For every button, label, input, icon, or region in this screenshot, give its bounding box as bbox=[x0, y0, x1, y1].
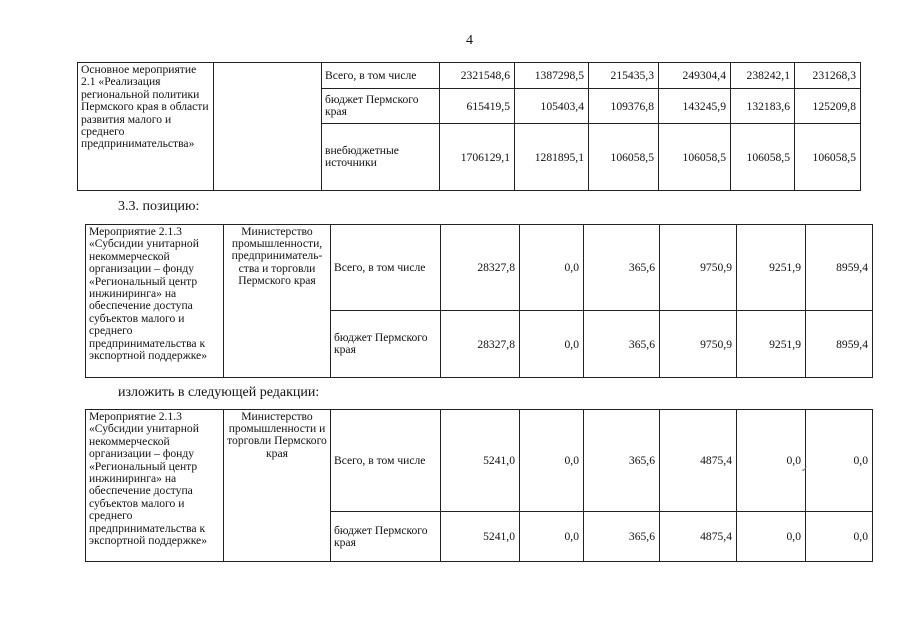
value-cell: 109376,8 bbox=[589, 89, 659, 124]
value-cell: 106058,5 bbox=[659, 124, 731, 191]
value-cell: 105403,4 bbox=[515, 89, 589, 124]
value-cell: 365,6 bbox=[584, 512, 660, 562]
value-cell: 1281895,1 bbox=[515, 124, 589, 191]
funding-source-cell: Всего, в том числе bbox=[322, 63, 440, 89]
value-cell: 125209,8 bbox=[795, 89, 861, 124]
value-cell: 106058,5 bbox=[795, 124, 861, 191]
executor-cell: Министерство промышленности и торговли Пермского края bbox=[224, 410, 331, 562]
value-cell: 8959,4 bbox=[806, 225, 873, 311]
value-cell: 9251,9 bbox=[737, 311, 806, 378]
value-cell: 0,0 bbox=[737, 512, 806, 562]
executor-cell bbox=[214, 63, 322, 191]
program-table-old-position bbox=[85, 224, 873, 378]
value-cell: 106058,5 bbox=[731, 124, 795, 191]
value-cell: 0,0 bbox=[806, 512, 873, 562]
funding-source-cell: бюджет Пермского края bbox=[331, 311, 441, 378]
value-cell: 365,6 bbox=[584, 225, 660, 311]
value-cell: 9750,9 bbox=[660, 225, 737, 311]
activity-name-cell: Мероприятие 2.1.3 «Субсидии унитарной некоммерческой организации – фонду «Региональный центр инжиниринга» на обеспечение доступа субъектов малого и среднего предпринимательства к экспортной поддержке» bbox=[86, 410, 224, 562]
funding-source-cell: внебюджетные источники bbox=[322, 124, 440, 191]
activity-name-cell: Основное мероприятие 2.1 «Реализация региональной политики Пермского края в области развития малого и среднего предпринимательства» bbox=[78, 63, 214, 191]
value-cell: 28327,8 bbox=[441, 225, 520, 311]
funding-source-cell: бюджет Пермского края bbox=[331, 512, 441, 562]
program-table-new-position bbox=[85, 409, 873, 562]
scan-speck: ✓ bbox=[801, 464, 809, 474]
executor-cell: Министерство промышленности, предприниматель-ства и торговли Пермского края bbox=[224, 225, 331, 378]
value-cell: 365,6 bbox=[584, 311, 660, 378]
funding-source-cell: Всего, в том числе bbox=[331, 225, 441, 311]
activity-name-cell: Мероприятие 2.1.3 «Субсидии унитарной некоммерческой организации – фонду «Региональный центр инжиниринга» на обеспечение доступа субъектов малого и среднего предпринимательства к экспортной поддержке» bbox=[86, 225, 224, 378]
page-number: 4 bbox=[466, 33, 473, 48]
value-cell: 0,0 bbox=[520, 311, 584, 378]
value-cell: 0,0 bbox=[806, 410, 873, 512]
value-cell: 9750,9 bbox=[660, 311, 737, 378]
value-cell: 249304,4 bbox=[659, 63, 731, 89]
value-cell: 143245,9 bbox=[659, 89, 731, 124]
value-cell: 238242,1 bbox=[731, 63, 795, 89]
position-caption: 3.3. позицию: bbox=[118, 199, 200, 214]
funding-source-cell: бюджет Пермского края bbox=[322, 89, 440, 124]
value-cell: 28327,8 bbox=[441, 311, 520, 378]
program-table-main-activity bbox=[77, 62, 861, 191]
value-cell: 0,0 bbox=[520, 512, 584, 562]
value-cell: 2321548,6 bbox=[440, 63, 515, 89]
value-cell: 0,0 bbox=[520, 410, 584, 512]
funding-source-cell: Всего, в том числе bbox=[331, 410, 441, 512]
value-cell: 0,0 bbox=[520, 225, 584, 311]
value-cell: 9251,9 bbox=[737, 225, 806, 311]
value-cell: 231268,3 bbox=[795, 63, 861, 89]
value-cell: 106058,5 bbox=[589, 124, 659, 191]
value-cell: 1387298,5 bbox=[515, 63, 589, 89]
value-cell: 615419,5 bbox=[440, 89, 515, 124]
new-edition-caption: изложить в следующей редакции: bbox=[118, 385, 320, 400]
value-cell: 365,6 bbox=[584, 410, 660, 512]
value-cell: 5241,0 bbox=[441, 512, 520, 562]
value-cell: 215435,3 bbox=[589, 63, 659, 89]
value-cell: 5241,0 bbox=[441, 410, 520, 512]
value-cell: 0,0 bbox=[737, 410, 806, 512]
value-cell: 4875,4 bbox=[660, 410, 737, 512]
value-cell: 4875,4 bbox=[660, 512, 737, 562]
value-cell: 8959,4 bbox=[806, 311, 873, 378]
value-cell: 1706129,1 bbox=[440, 124, 515, 191]
value-cell: 132183,6 bbox=[731, 89, 795, 124]
